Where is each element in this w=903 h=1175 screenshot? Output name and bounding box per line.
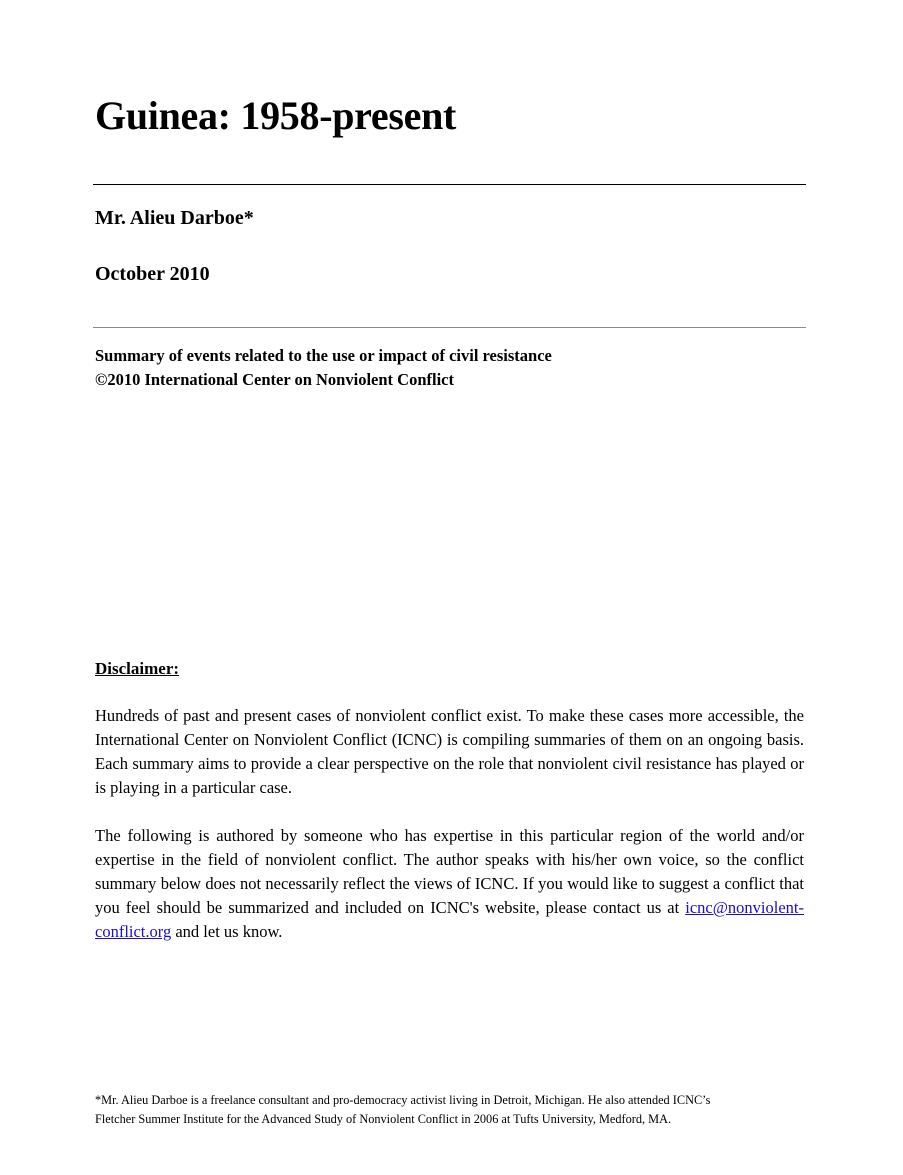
disclaimer-paragraph-1: Hundreds of past and present cases of nonviolent conflict exist. To make these cases more accessible, the International Center on Nonviolent Conflict (ICNC) is compiling summaries of them on an ongoing basis. Each summary aims to provide a clear perspective on the role that nonviolent civil resistance has played or is playing in a particular case. [95,706,804,797]
header-divider [93,327,806,328]
disclaimer-paragraph-2-text: The following is authored by someone who has expertise in this particular region of the world and/or expertise in the field of nonviolent conflict. The author speaks with his/her own voice, so the conflict summary below does not necessarily reflect the views of ICNC. If you would like to suggest a conflict that you feel should be summarized and included on ICNC's website, please contact us at [95,826,804,917]
disclaimer-heading: Disclaimer: [95,659,180,678]
disclaimer-paragraph-2 [95,824,804,944]
author-name: Mr. Alieu Darboe* [95,207,254,229]
footnote-line-2: Fletcher Summer Institute for the Advanced Study of Nonviolent Conflict in 2006 at Tufts University, Medford, MA. [95,1112,672,1126]
document-title: Guinea: 1958-present [95,93,457,138]
summary-description: Summary of events related to the use or impact of civil resistance [95,346,552,365]
author-footnote [95,1091,804,1129]
copyright-notice: ©2010 International Center on Nonviolent Conflict [95,370,454,389]
disclaimer-paragraph-2-ending: and let us know. [171,922,283,941]
contact-email-link[interactable]: icnc@nonviolent-conflict.org [95,898,804,941]
summary-block [95,344,552,392]
footnote-line-1: *Mr. Alieu Darboe is a freelance consultant and pro-democracy activist living in Detroit, Michigan. He also attended ICNC’s [95,1093,711,1107]
title-divider [93,184,806,185]
publication-date: October 2010 [95,263,210,285]
